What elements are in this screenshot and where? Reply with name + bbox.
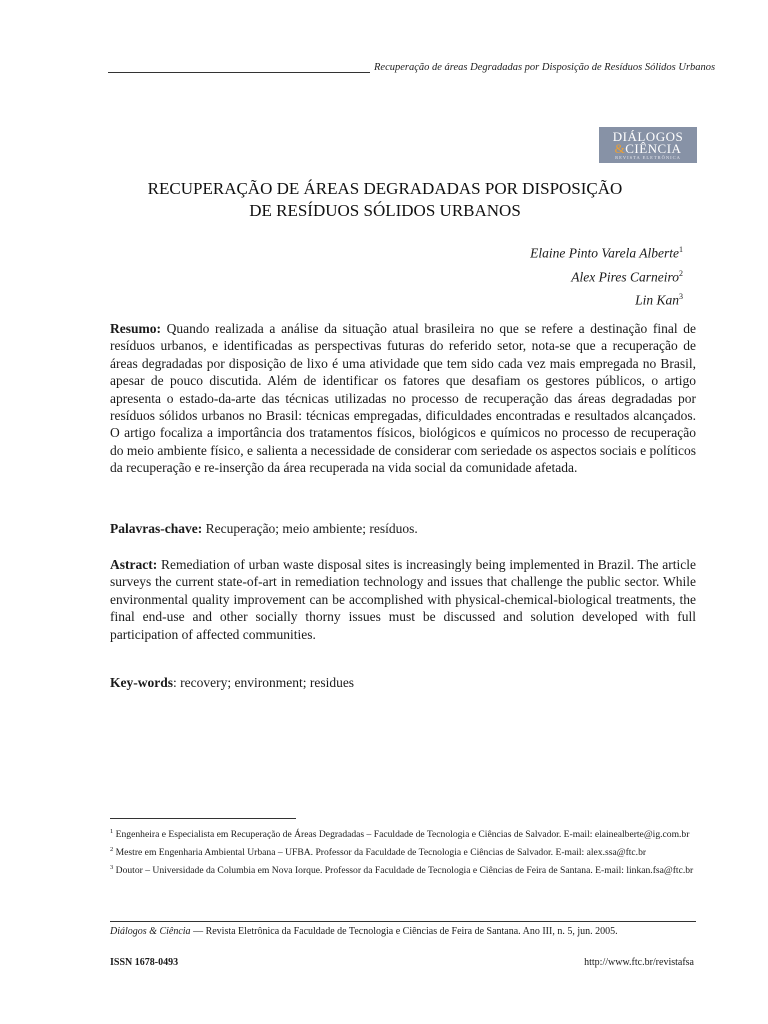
footnote-3-mark: 3 (110, 864, 114, 872)
footnote-3 (110, 860, 696, 878)
keywords-en-label: Key-words (110, 675, 173, 690)
paper-title (110, 178, 660, 222)
footnote-3-text: Doutor – Universidade da Columbia em Nova Iorque. Professor da Faculdade de Tecnologia e Ciências de Feira de Santana. E-mail: linkan.fsa@ftc.br (113, 865, 694, 877)
footer-rule (110, 921, 696, 922)
journal-text: — Revista Eletrônica da Faculdade de Tecnologia e Ciências de Feira de Santana. Ano III, n. 5, jun. 2005. (190, 926, 618, 937)
author-3-name: Lin Kan (635, 292, 679, 308)
running-header-rule (108, 62, 370, 73)
journal-url[interactable]: http://www.ftc.br/revistafsa (584, 957, 694, 968)
author-2-name: Alex Pires Carneiro (571, 269, 679, 284)
footnotes (110, 824, 696, 879)
journal-logo (599, 127, 697, 163)
author-1 (530, 240, 683, 264)
abstract-en-text: Remediation of urban waste disposal sites is increasingly being implemented in Brazil. The article surveys the current state-of-art in remediation technology and issues that challenge the public sector. While environmental quality improvement can be accomplished with physical-chemical-biological treatments, the final end-use and other socially thorny issues must be discussed and solution developed with full participation of affected communities. (110, 557, 696, 642)
keywords-pt-label: Palavras-chave: (110, 521, 203, 536)
keywords-en (110, 674, 696, 691)
abstract-text: Quando realizada a análise da situação atual brasileira no que se refere a destinação final de resíduos urbanos, e identificadas as perspectivas futuras do referido setor, nota-se que a recuperação de áreas degradadas por disposição de lixo é uma atividade que tem sido cada vez mais empregada no Brasil, apesar de pouco discutida. Além de identificar os fatores que desafiam os gestores públicos, o artigo apresenta o estado-da-arte das técnicas utilizadas no processo de recuperação das áreas degradadas por resíduos sólidos urbanos no Brasil: técnicas empregadas, dificuldades encontradas e resultados alcançados. O artigo focaliza a importância dos tratamentos físicos, biológicos e químicos no processo de recuperação do meio ambiente físico, e salienta a necessidade de considerar com seriedade os aspectos sociais e políticos da recuperação e re-inserção da área recuperada na vida social da comunidade afetada. (110, 321, 696, 476)
footnote-1 (110, 824, 696, 842)
running-header-text: Recuperação de áreas Degradadas por Disposição de Resíduos Sólidos Urbanos (374, 62, 716, 73)
abstract-pt (110, 320, 696, 477)
keywords-en-text: : recovery; environment; residues (173, 675, 355, 690)
abstract-en-label: Astract: (110, 557, 158, 572)
author-3-mark: 3 (679, 292, 683, 301)
issn: ISSN 1678-0493 (110, 957, 179, 968)
logo-line2 (599, 143, 697, 155)
author-2 (530, 264, 683, 288)
logo-line3: REVISTA ELETRÔNICA (615, 155, 681, 160)
logo-ampersand: & (614, 141, 626, 156)
journal-info (110, 925, 696, 939)
keywords-pt (110, 520, 696, 537)
logo-line2-text: CIÊNCIA (625, 141, 682, 156)
keywords-pt-text: Recuperação; meio ambiente; resíduos. (202, 521, 418, 536)
journal-name: Diálogos & Ciência (110, 926, 191, 937)
footnote-2 (110, 842, 696, 860)
footnote-1-text: Engenheira e Especialista em Recuperação de Áreas Degradadas – Faculdade de Tecnologia e Ciências de Salvador. E-mail: elainealberte@ig.com.br (113, 829, 690, 841)
running-header (108, 62, 716, 73)
footnote-2-mark: 2 (110, 846, 114, 854)
author-list (530, 240, 683, 311)
author-1-mark: 1 (679, 245, 683, 254)
footnote-2-text: Mestre em Engenharia Ambiental Urbana – UFBA. Professor da Faculdade de Tecnologia e Ciências de Salvador. E-mail: alex.ssa@ftc.br (113, 847, 647, 859)
title-line2: DE RESÍDUOS SÓLIDOS URBANOS (249, 201, 521, 220)
author-1-name: Elaine Pinto Varela Alberte (530, 245, 679, 261)
footnote-rule (110, 818, 296, 819)
author-2-mark: 2 (679, 268, 683, 278)
abstract-label: Resumo: (110, 321, 161, 336)
footnote-1-mark: 1 (110, 828, 114, 835)
abstract-en (110, 556, 696, 643)
title-line1: RECUPERAÇÃO DE ÁREAS DEGRADADAS POR DISPOSIÇÃO (147, 179, 623, 198)
logo-line1: DIÁLOGOS (612, 129, 684, 144)
author-3 (530, 287, 683, 311)
